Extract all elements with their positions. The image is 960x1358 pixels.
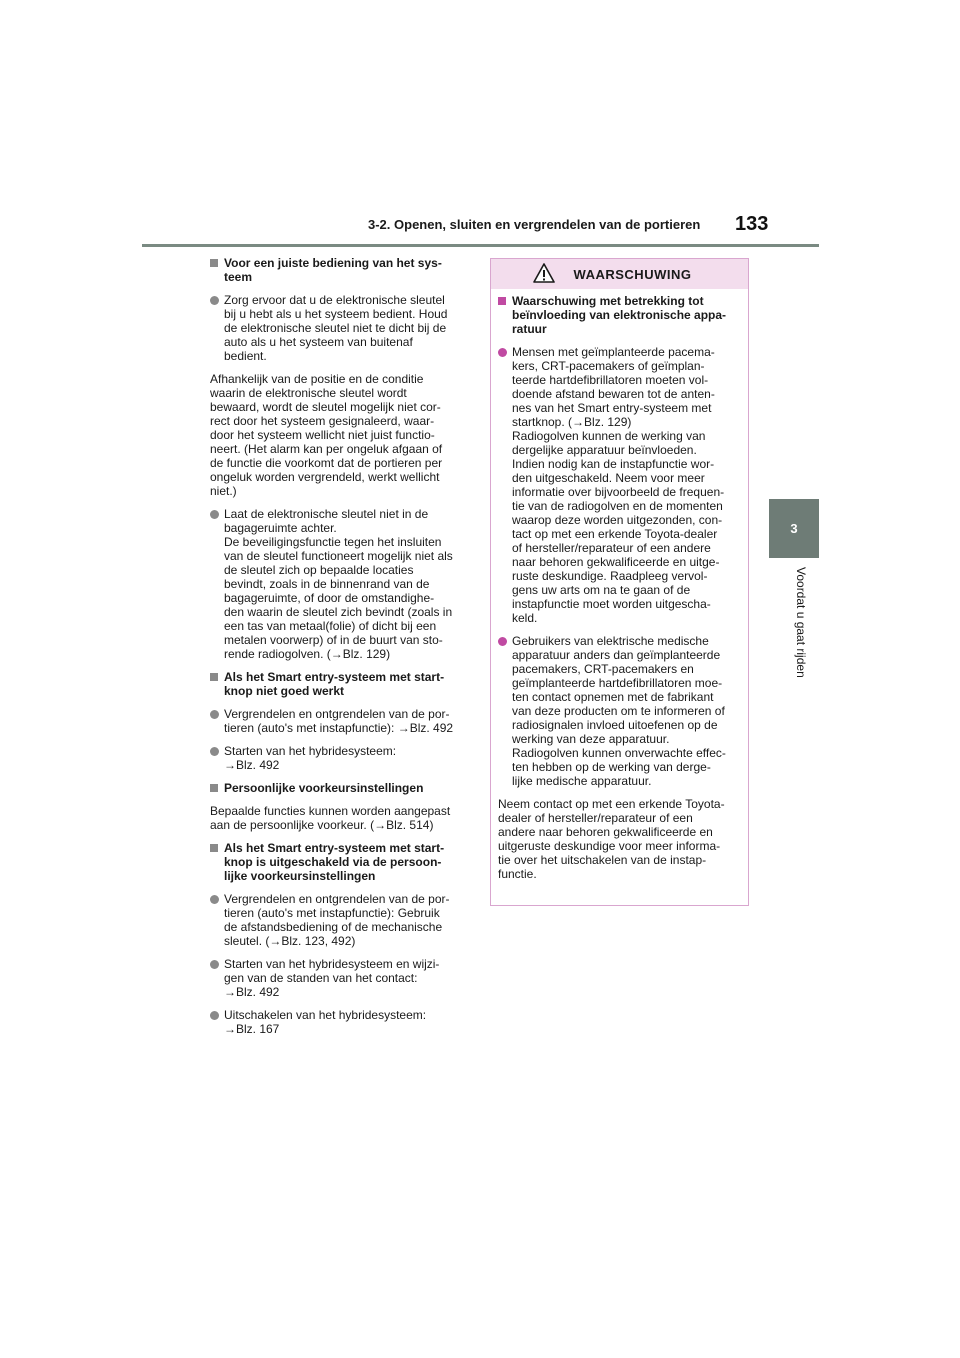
paragraph: [210, 372, 472, 498]
text-line: tie van de radiogolven en de momenten: [512, 499, 723, 513]
text-line: niet.): [210, 484, 237, 498]
bullet-item: [210, 707, 472, 735]
text-line: naar behoren gekwalificeerde en uitge-: [512, 555, 720, 569]
chapter-number: 3: [790, 521, 798, 536]
text-line: teerde hartdefibrillatoren moeten vol-: [512, 373, 709, 387]
text-line: Laat de elektronische sleutel niet in de: [224, 507, 429, 521]
section-title: 3-2. Openen, sluiten en vergrendelen van de portieren: [368, 217, 701, 232]
text-line: De beveiligingsfunctie tegen het insluiten: [224, 535, 442, 549]
text-line: →Blz. 167: [224, 1022, 280, 1036]
text-line: Vergrendelen en ontgrendelen van de por-: [224, 707, 450, 721]
text-line: Als het Smart entry-systeem met start-: [224, 670, 445, 684]
warning-body: [491, 289, 748, 881]
text-line: andere naar behoren gekwalificeerde en: [498, 825, 713, 839]
bullet-item: [210, 892, 472, 948]
text-line: dergelijke apparatuur beïnvloeden.: [512, 443, 697, 457]
text-line: →Blz. 492: [224, 985, 280, 999]
section-heading: [210, 841, 472, 883]
text-line: gen van de standen van het contact:: [224, 971, 418, 985]
text-line: apparatuur anders dan geïmplanteerde: [512, 648, 721, 662]
text-line: instapfunctie moet worden uitgescha-: [512, 597, 711, 611]
text-line: Zorg ervoor dat u de elektronische sleutel: [224, 293, 445, 307]
text-line: een tas van metaal(folie) of dicht bij een: [224, 619, 437, 633]
text-line: ongeluk worden vergrendeld, werkt wellicht: [210, 470, 440, 484]
text-line: gens uw arts om na te gaan of de: [512, 583, 691, 597]
text-line: teem: [224, 270, 253, 284]
text-line: keld.: [512, 611, 538, 625]
text-line: of hersteller/reparateur of een andere: [512, 541, 711, 555]
text-line: beïnvloeding van elektronische appa-: [512, 308, 727, 322]
text-line: de functie die voorkomt dat de portieren per: [210, 456, 443, 470]
text-line: werking van deze apparatuur.: [512, 732, 670, 746]
section-heading: [210, 781, 472, 795]
text-line: neert. (Het alarm kan per ongeluk afgaan of: [210, 442, 443, 456]
text-line: Bepaalde functies kunnen worden aangepast: [210, 804, 451, 818]
warning-box: [490, 258, 749, 906]
warning-heading: [498, 294, 740, 336]
text-line: Afhankelijk van de positie en de conditie: [210, 372, 424, 386]
bullet-item: [210, 744, 472, 772]
text-line: bagageruimte achter.: [224, 521, 337, 535]
text-line: bewaard, wordt de sleutel mogelijk niet cor-: [210, 400, 441, 414]
text-line: →Blz. 492: [224, 758, 280, 772]
text-line: bevindt, zoals in de binnenrand van de: [224, 577, 430, 591]
text-line: functie.: [498, 867, 537, 881]
text-line: lijke medische apparatuur.: [512, 774, 652, 788]
text-line: lijke voorkeursinstellingen: [224, 869, 376, 883]
text-line: bedient.: [224, 349, 267, 363]
text-line: geïmplanteerde hartdefibrillatoren moe-: [512, 676, 723, 690]
header-divider: [142, 244, 819, 247]
text-line: nes van het Smart entry-systeem met: [512, 401, 712, 415]
bullet-item: [210, 1008, 472, 1036]
warning-bullet: [498, 634, 740, 788]
text-line: rende radiogolven. (→Blz. 129): [224, 647, 391, 661]
text-line: Waarschuwing met betrekking tot: [512, 294, 704, 308]
text-line: Starten van het hybridesysteem en wijzi-: [224, 957, 440, 971]
left-column: [210, 256, 472, 1045]
section-heading: [210, 256, 472, 284]
warning-paragraph: [498, 797, 740, 881]
text-line: Starten van het hybridesysteem:: [224, 744, 397, 758]
text-line: bagageruimte, of door de omstandighe-: [224, 591, 435, 605]
text-line: radiosignalen invloed uitoefenen op de: [512, 718, 718, 732]
text-line: Voor een juiste bediening van het sys-: [224, 256, 442, 270]
text-line: knop is uitgeschakeld via de persoon-: [224, 855, 442, 869]
bullet-item: [210, 957, 472, 999]
text-line: doende afstand bewaren tot de anten-: [512, 387, 715, 401]
text-line: ten hebben op de werking van derge-: [512, 760, 711, 774]
text-line: waarin de elektronische sleutel wordt: [210, 386, 407, 400]
text-line: startknop. (→Blz. 129): [512, 415, 632, 429]
text-line: de sleutel zich op bepaalde locaties: [224, 563, 414, 577]
text-line: den waarin de sleutel zich bevindt (zoals in: [224, 605, 453, 619]
warning-triangle-icon: [533, 263, 555, 283]
text-line: Vergrendelen en ontgrendelen van de por-: [224, 892, 450, 906]
text-line: ratuur: [512, 322, 547, 336]
text-line: Radiogolven kunnen onverwachte effec-: [512, 746, 726, 760]
text-line: Persoonlijke voorkeursinstellingen: [224, 781, 424, 795]
text-line: Gebruikers van elektrische medische: [512, 634, 709, 648]
text-line: rect door het systeem gesignaleerd, waar-: [210, 414, 435, 428]
text-line: ten contact opnemen met de fabrikant: [512, 690, 714, 704]
text-line: tieren (auto's met instapfunctie): →Blz. 492: [224, 721, 454, 735]
text-line: van de sleutel functioneert mogelijk niet als: [224, 549, 453, 563]
bullet-item: [210, 293, 472, 363]
text-line: tieren (auto's met instapfunctie): Gebruik: [224, 906, 440, 920]
page-number: 133: [735, 213, 769, 235]
text-line: Indien nodig kan de instapfunctie wor-: [512, 457, 715, 471]
text-line: pacemakers, CRT-pacemakers en: [512, 662, 694, 676]
text-line: sleutel. (→Blz. 123, 492): [224, 934, 356, 948]
text-line: uitgeruste deskundige voor meer informa-: [498, 839, 721, 853]
text-line: Als het Smart entry-systeem met start-: [224, 841, 445, 855]
text-line: Radiogolven kunnen de werking van: [512, 429, 706, 443]
text-line: Uitschakelen van het hybridesysteem:: [224, 1008, 427, 1022]
chapter-tab: [769, 499, 819, 558]
text-line: informatie over bijvoorbeeld de frequen-: [512, 485, 725, 499]
text-line: waarop deze worden uitgezonden, con-: [512, 513, 723, 527]
warning-title: WAARSCHUWING: [573, 266, 692, 282]
text-line: ruste deskundige. Raadpleeg vervol-: [512, 569, 708, 583]
text-line: knop niet goed werkt: [224, 684, 345, 698]
text-line: de afstandsbediening of de mechanische: [224, 920, 443, 934]
bullet-item: [210, 507, 472, 661]
text-line: van deze producten om te informeren of: [512, 704, 725, 718]
warning-bullet: [498, 345, 740, 625]
text-line: tact op met een erkende Toyota-dealer: [512, 527, 718, 541]
paragraph: [210, 804, 472, 832]
warning-header: [491, 259, 748, 289]
text-line: auto als u het systeem van buitenaf: [224, 335, 413, 349]
section-heading: [210, 670, 472, 698]
text-line: kers, CRT-pacemakers of geïmplan-: [512, 359, 705, 373]
text-line: bij u hebt als u het systeem bedient. Houd: [224, 307, 448, 321]
text-line: de elektronische sleutel niet te dicht bij de: [224, 321, 447, 335]
text-line: Neem contact op met een erkende Toyota-: [498, 797, 725, 811]
text-line: den uitgeschakeld. Neem voor meer: [512, 471, 705, 485]
chapter-title: Voordat u gaat rijden: [794, 567, 808, 678]
text-line: metalen voorwerp) of in de buurt van sto-: [224, 633, 443, 647]
text-line: door het systeem wellicht niet juist functio-: [210, 428, 435, 442]
text-line: dealer of hersteller/reparateur of een: [498, 811, 693, 825]
text-line: Mensen met geïmplanteerde pacema-: [512, 345, 715, 359]
text-line: tie over het uitschakelen van de instap-: [498, 853, 707, 867]
text-line: aan de persoonlijke voorkeur. (→Blz. 514): [210, 818, 434, 832]
